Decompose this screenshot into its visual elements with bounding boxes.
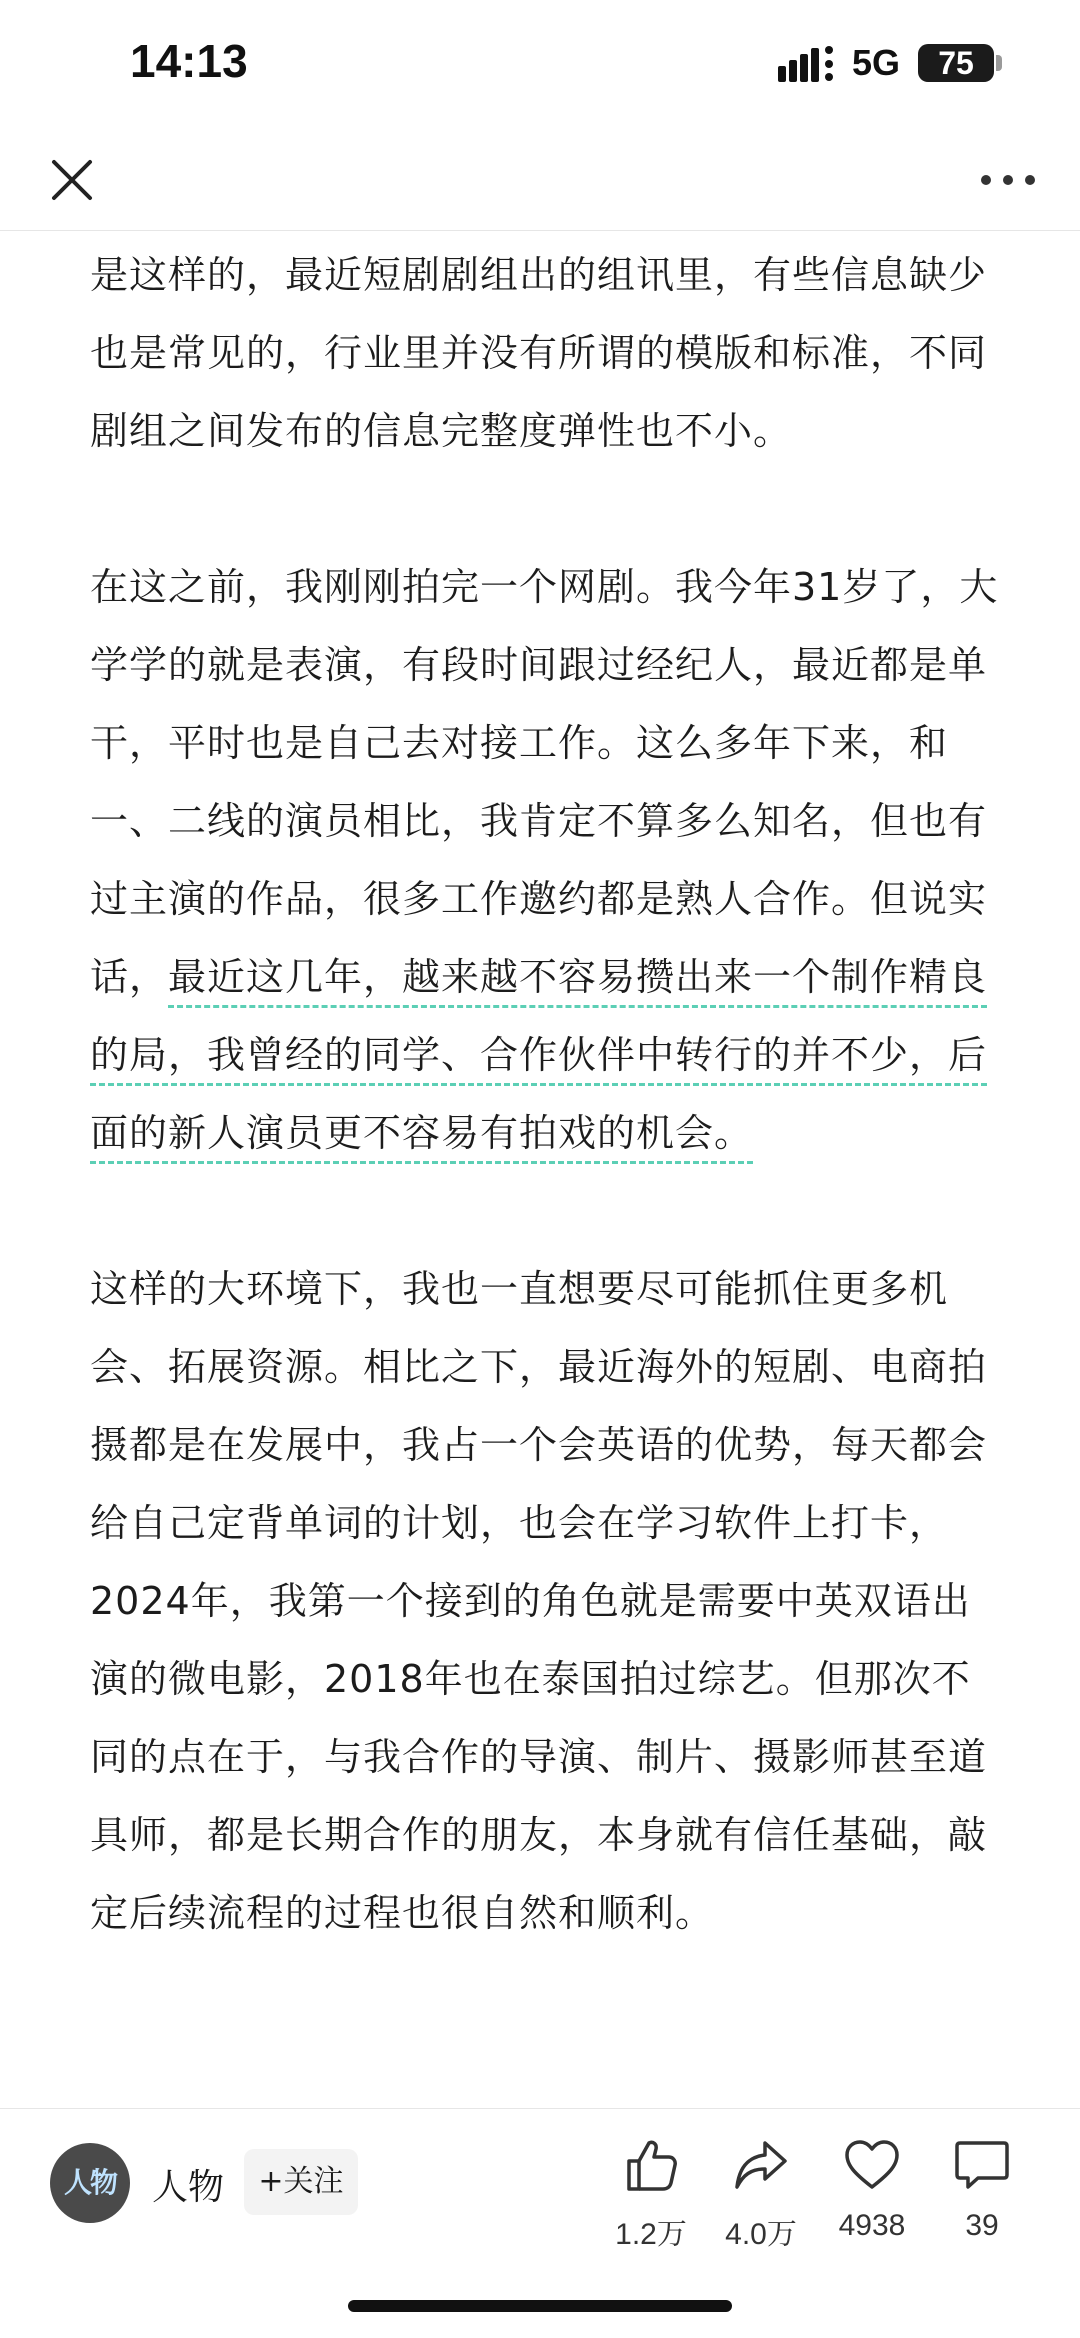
article-body bbox=[90, 236, 1000, 1952]
favorite-count: 4938 bbox=[838, 2209, 906, 2242]
paragraph-2-text: 在这之前，我刚刚拍完一个网剧。我今年31岁了，大学学的就是表演，有段时间跟过经纪人，最近都是单干，平时也是自己去对接工作。这么多年下来，和一、二线的演员相比，我肯定不算多么知名，但也有过主演的作品，很多工作邀约都是熟人合作。但说实话， bbox=[90, 565, 999, 999]
comment-button[interactable] bbox=[927, 2135, 1037, 2265]
thumbs-up-icon bbox=[621, 2135, 681, 2195]
comment-icon bbox=[952, 2135, 1012, 2195]
article-paragraph-3: 这样的大环境下，我也一直想要尽可能抓住更多机会、拓展资源。相比之下，最近海外的短剧、电商拍摄都是在发展中，我占一个会英语的优势，每天都会给自己定背单词的计划，也会在学习软件上打卡，2024年，我第一个接到的角色就是需要中英双语出演的微电影，2018年也在泰国拍过综艺。但那次不同的点在于，与我合作的导演、制片、摄影师甚至道具师，都是长期合作的朋友，本身就有信任基础，敲定后续流程的过程也很自然和顺利。 bbox=[90, 1267, 988, 1935]
more-icon[interactable] bbox=[976, 160, 1040, 200]
share-button[interactable] bbox=[706, 2135, 816, 2265]
highlighted-quote[interactable]: 最近这几年，越来越不容易攒出来一个制作精良的局，我曾经的同学、合作伙伴中转行的并不少，后面的新人演员更不容易有拍戏的机会。 bbox=[90, 955, 987, 1164]
status-bar bbox=[0, 0, 1080, 130]
like-button[interactable] bbox=[596, 2135, 706, 2265]
share-icon bbox=[731, 2135, 791, 2195]
like-count: 1.2万 bbox=[615, 2218, 687, 2251]
share-count: 4.0万 bbox=[725, 2218, 797, 2251]
article-paragraph-1: 是这样的，最近短剧剧组出的组讯里，有些信息缺少也是常见的，行业里并没有所谓的模版和标准，不同剧组之间发布的信息完整度弹性也不小。 bbox=[90, 253, 988, 453]
battery-tip bbox=[996, 55, 1002, 71]
home-indicator[interactable] bbox=[348, 2300, 732, 2312]
close-icon[interactable] bbox=[44, 152, 100, 208]
battery-indicator: 75 bbox=[918, 44, 994, 82]
heart-icon bbox=[842, 2135, 902, 2195]
status-time: 14:13 bbox=[130, 35, 248, 87]
author-avatar[interactable]: 人物 bbox=[50, 2143, 130, 2223]
follow-button[interactable]: +关注 bbox=[244, 2149, 358, 2215]
nav-bar bbox=[0, 130, 1080, 231]
article-paragraph-2 bbox=[90, 548, 1000, 1172]
favorite-button[interactable] bbox=[817, 2135, 927, 2265]
network-type: 5G bbox=[852, 42, 901, 83]
author-name[interactable]: 人物 bbox=[152, 2167, 225, 2208]
comment-count: 39 bbox=[965, 2209, 999, 2242]
signal-icon bbox=[778, 44, 834, 82]
